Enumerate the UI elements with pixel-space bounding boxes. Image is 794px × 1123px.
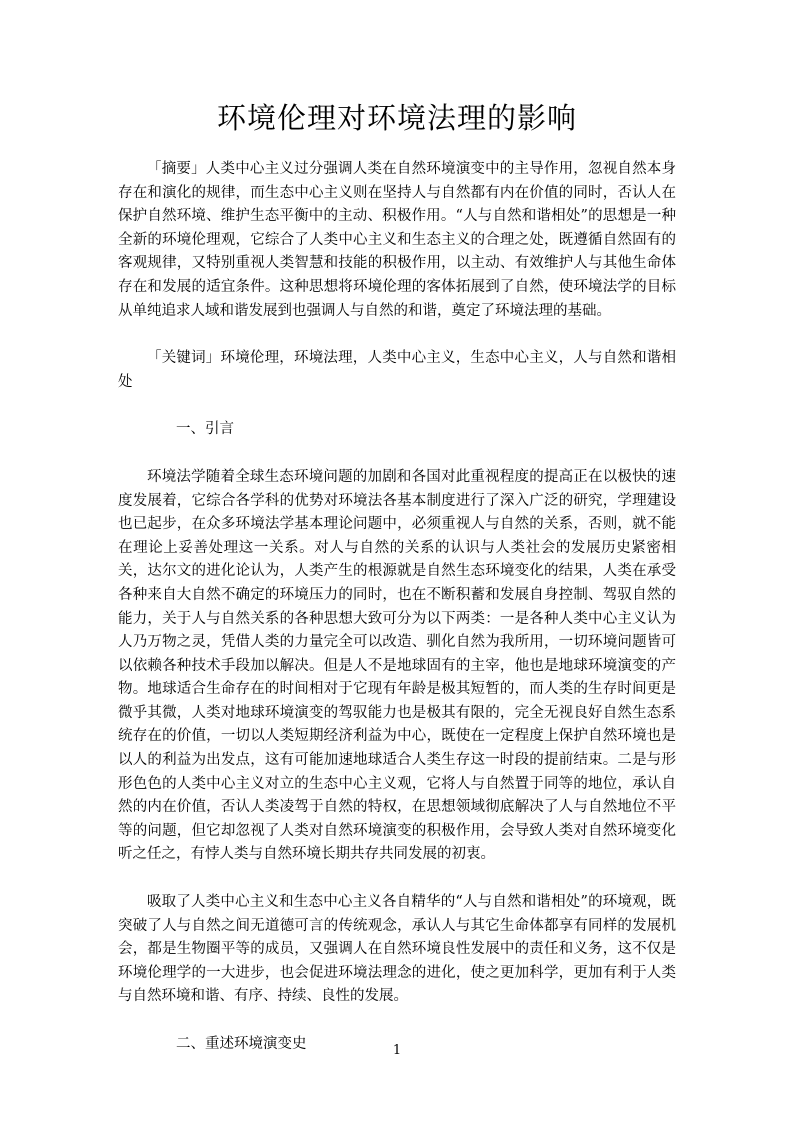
spacer <box>118 394 676 418</box>
page-number: 1 <box>392 1043 402 1058</box>
spacer <box>118 867 676 891</box>
section-heading-introduction: 一、引言 <box>176 421 234 438</box>
spacer <box>118 1009 676 1033</box>
section-heading-history: 二、重述环境演变史 <box>176 1036 307 1052</box>
keywords-paragraph: 「关键词」环境伦理，环境法理，人类中心主义，生态中心主义，人与自然和谐相处 <box>118 350 676 390</box>
spacer <box>118 323 676 347</box>
document-title: 环境伦理对环境法理的影响 <box>216 101 577 135</box>
body-paragraph: 环境法学随着全球生态环境问题的加剧和各国对此重视程度的提高正在以极快的速度发展着，它综合各学科的优势对环境法各基本制度进行了深入广泛的研究，学理建设也已起步，在众多环境法学基本理论问题中，必须重视人与自然的关系，否则，就不能在理论上妥善处理这一关系。对人与自然的关系的认识与人类社会的发展历史紧密相关，达尔文的进化论认为，人类产生的根源就是自然生态环境变化的结果，人类在承受各种来自大自然不确定的环境压力的同时，也在不断积蓄和发展自身控制、驾驭自然的能力，关于人与自然关系的各种思想大致可分为以下两类：一是各种人类中心主义认为人乃万物之灵，凭借人类的力量完全可以改造、驯化自然为我所用，一切环境问题皆可以依赖各种技术手段加以解决。但是人不是地球固有的主宰，他也是地球环境演变的产物。地球适合生命存在的时间相对于它现有年龄是极其短暂的，而人类的生存时间更是微乎其微，人类对地球环境演变的驾驭能力也是极其有限的，完全无视良好自然生态系统存在的价值，一切以人类短期经济利益为中心，既使在一定程度上保护自然环境也是以人的利益为出发点，这有可能加速地球适合人类生存这一时段的提前结束。二是与形形色色的人类中心主义对立的生态中心主义观，它将人与自然置于同等的地位，承认自然的内在价值，否认人类凌驾于自然的特权，在思想领域彻底解决了人与自然地位不平等的问题，但它却忽视了人类对自然环境演变的积极作用，会导致人类对自然环境变化听之任之，有悖人类与自然环境长期共存共同发展的初衷。 <box>118 468 676 863</box>
abstract-paragraph: 「摘要」人类中心主义过分强调人类在自然环境演变中的主导作用，忽视自然本身存在和演化的规律，而生态中心主义则在坚持人与自然都有内在价值的同时，否认人在保护自然环境、维护生态平衡中的主动、积极作用。“人与自然和谐相处”的思想是一种全新的环境伦理观，它综合了人类中心主义和生态主义的合理之处，既遵循自然固有的客观规律，又特别重视人类智慧和技能的积极作用，以主动、有效维护人与其他生命体存在和发展的适宜条件。这种思想将环境伦理的客体拓展到了自然，使环境法学的目标从单纯追求人域和谐发展到也强调人与自然的和谐，奠定了环境法理的基础。 <box>118 161 676 319</box>
document-body <box>118 158 676 1057</box>
body-paragraph: 吸取了人类中心主义和生态中心主义各自精华的“人与自然和谐相处”的环境观，既突破了人与自然之间无道德可言的传统观念，承认人与其它生命体都享有同样的发展机会，都是生物圈平等的成员，又强调人在自然环境良性发展中的责任和义务，这不仅是环境伦理学的一大进步，也会促进环境法理念的进化，使之更加科学，更加有利于人类与自然环境和谐、有序、持续、良性的发展。 <box>118 894 676 1005</box>
spacer <box>118 442 676 466</box>
